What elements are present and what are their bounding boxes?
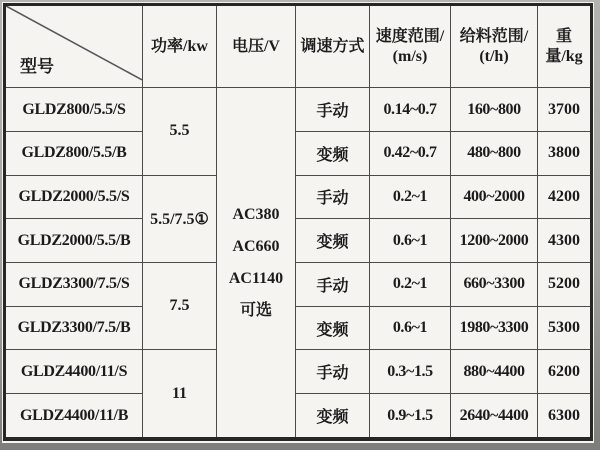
- table-row: [5, 175, 592, 219]
- speed-cell: 0.2~1: [370, 175, 451, 219]
- table-row: [5, 394, 592, 439]
- speed-header-line1: 速度范围/: [375, 27, 445, 45]
- feed-cell: 1200~2000: [451, 219, 538, 263]
- feed-cell: 880~4400: [451, 350, 538, 394]
- feed-cell: 160~800: [451, 88, 538, 132]
- mode-cell: 变频: [296, 131, 370, 175]
- voltage-option: AC1140: [228, 270, 284, 288]
- voltage-cell: [217, 88, 296, 439]
- weight-cell: 3700: [538, 88, 592, 132]
- model-cell: GLDZ2000/5.5/S: [5, 175, 143, 219]
- model-cell: GLDZ4400/11/B: [5, 394, 143, 439]
- power-group-cell: 11: [143, 350, 217, 439]
- weight-cell: 3800: [538, 131, 592, 175]
- voltage-option: 可选: [239, 302, 272, 320]
- voltage-header: 电压/V: [217, 5, 296, 88]
- speed-cell: 0.9~1.5: [370, 394, 451, 439]
- power-group-cell: 5.5/7.5①: [143, 175, 217, 262]
- feed-cell: 2640~4400: [451, 394, 538, 439]
- power-group-cell: 7.5: [143, 262, 217, 349]
- table-row: [5, 88, 592, 132]
- weight-cell: 6200: [538, 350, 592, 394]
- speed-cell: 0.42~0.7: [370, 131, 451, 175]
- weight-header: 重量/kg: [538, 5, 592, 88]
- speed-header: [370, 5, 451, 88]
- table-row: [5, 262, 592, 306]
- power-header: 功率/kw: [143, 5, 217, 88]
- mode-cell: 变频: [296, 219, 370, 263]
- model-cell: GLDZ800/5.5/S: [5, 88, 143, 132]
- speed-cell: 0.3~1.5: [370, 350, 451, 394]
- voltage-option: AC660: [232, 237, 280, 255]
- feed-header: [451, 5, 538, 88]
- mode-cell: 手动: [296, 350, 370, 394]
- mode-cell: 手动: [296, 262, 370, 306]
- weight-cell: 5200: [538, 262, 592, 306]
- voltage-option: AC380: [232, 205, 280, 223]
- speed-header-line2: (m/s): [392, 47, 428, 65]
- mode-cell: 手动: [296, 175, 370, 219]
- mode-cell: 变频: [296, 394, 370, 439]
- speed-cell: 0.14~0.7: [370, 88, 451, 132]
- table-row: [5, 350, 592, 394]
- table-row: [5, 219, 592, 263]
- model-cell: GLDZ3300/7.5/B: [5, 306, 143, 350]
- table-row: [5, 306, 592, 350]
- header-row: [5, 5, 592, 88]
- model-header-label: 型号: [20, 57, 54, 77]
- table-row: [5, 131, 592, 175]
- feed-cell: 480~800: [451, 131, 538, 175]
- power-group-cell: 5.5: [143, 88, 217, 175]
- feed-cell: 1980~3300: [451, 306, 538, 350]
- feed-cell: 400~2000: [451, 175, 538, 219]
- weight-cell: 5300: [538, 306, 592, 350]
- weight-cell: 4200: [538, 175, 592, 219]
- model-cell: GLDZ4400/11/S: [5, 350, 143, 394]
- speed-cell: 0.2~1: [370, 262, 451, 306]
- model-cell: GLDZ3300/7.5/S: [5, 262, 143, 306]
- mode-cell: 变频: [296, 306, 370, 350]
- feed-header-line1: 给料范围/: [459, 27, 529, 45]
- scanned-page: [2, 2, 594, 443]
- model-cell: GLDZ2000/5.5/B: [5, 219, 143, 263]
- mode-header: 调速方式: [296, 5, 370, 88]
- weight-cell: 6300: [538, 394, 592, 439]
- mode-cell: 手动: [296, 88, 370, 132]
- speed-cell: 0.6~1: [370, 306, 451, 350]
- speed-cell: 0.6~1: [370, 219, 451, 263]
- spec-table: [3, 3, 593, 441]
- feed-header-line2: (t/h): [479, 47, 509, 65]
- model-header-cell: [5, 5, 143, 88]
- weight-cell: 4300: [538, 219, 592, 263]
- model-cell: GLDZ800/5.5/B: [5, 131, 143, 175]
- feed-cell: 660~3300: [451, 262, 538, 306]
